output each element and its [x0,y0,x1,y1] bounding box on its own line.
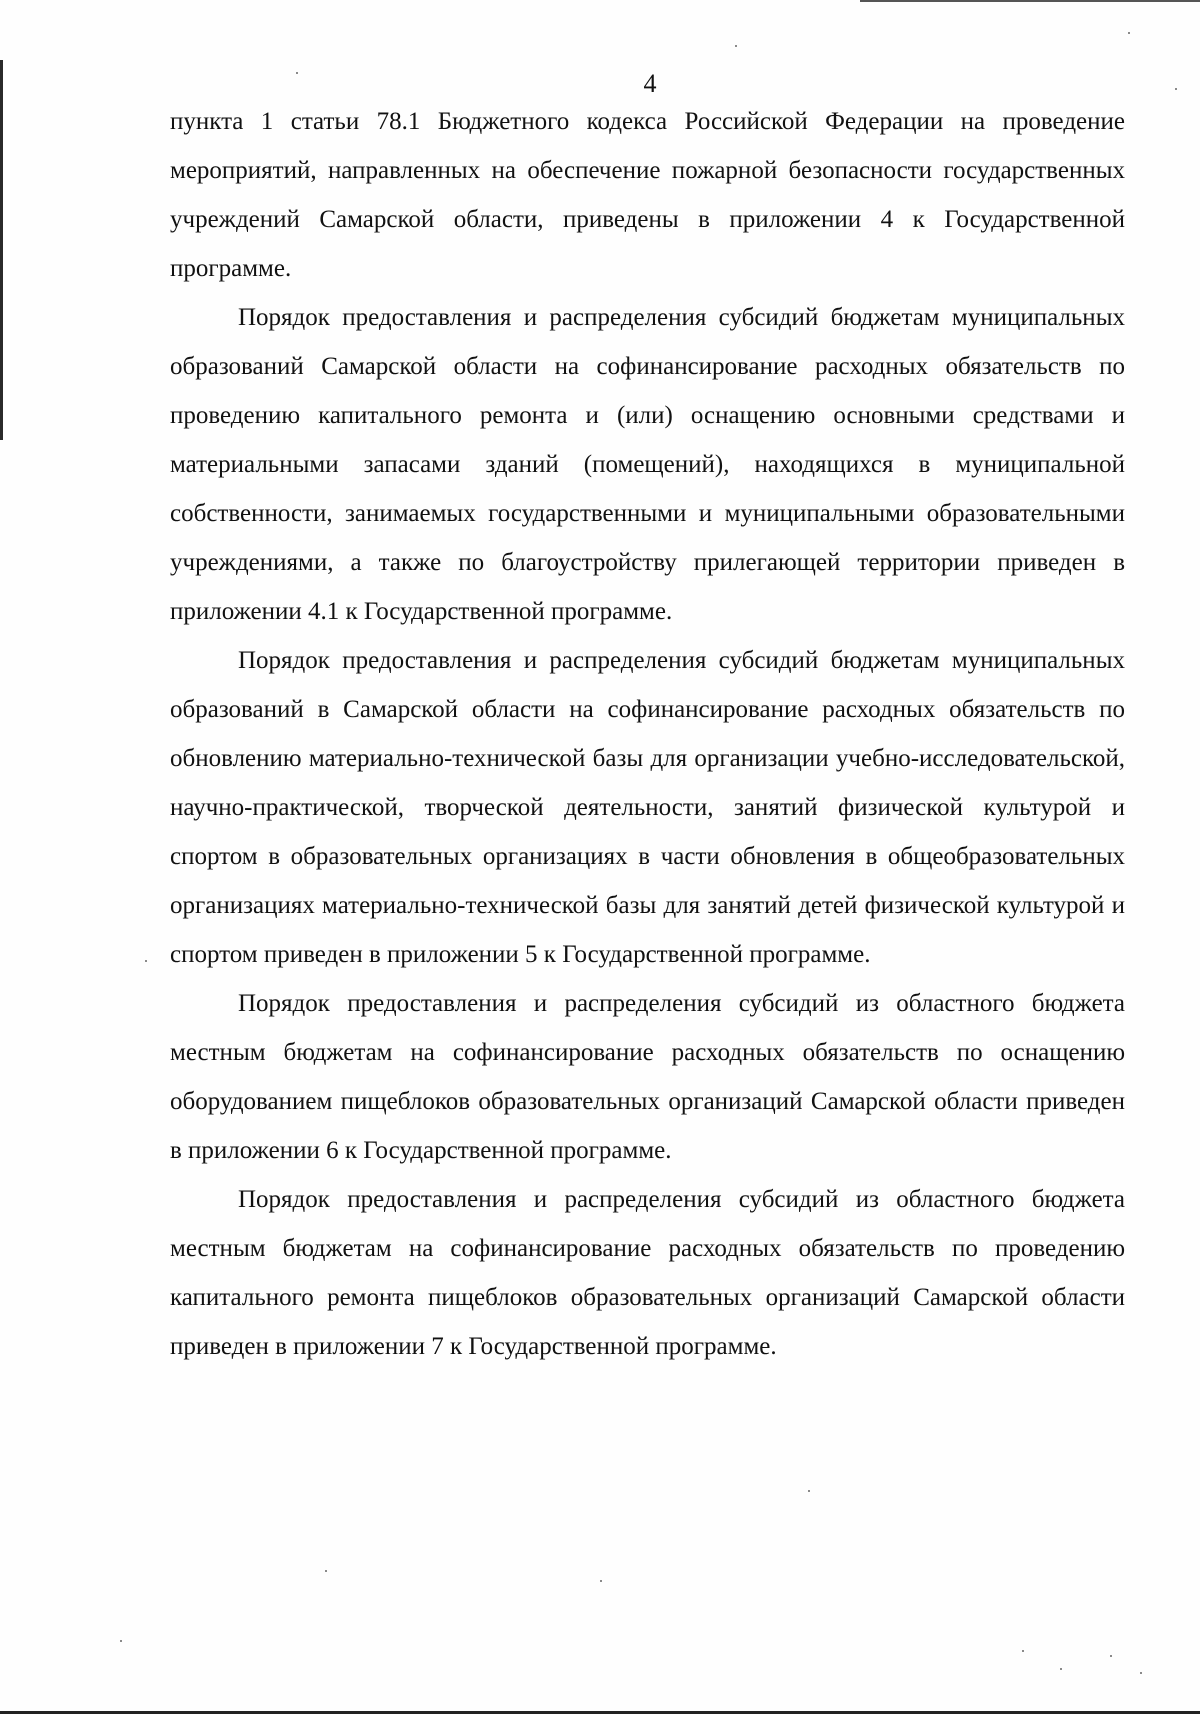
scan-speck [1128,32,1130,34]
paragraph-appendix-4-1: Порядок предоставления и распределения субсидий бюджетам муниципальных образований Самарской области на софинансирование расходных обязательств по проведению капитального ремонта и (или) оснащению основными средствами и материальными запасами зданий (помещений), находящихся в муниципальной собственности, занимаемых государственными и муниципальными образовательными учреждениями, а также по благоустройству прилегающей территории приведен в приложении 4.1 к Государственной программе. [170,304,1125,625]
scan-speck [808,1490,810,1492]
scan-speck [1140,1672,1142,1674]
scan-speck [1022,1650,1024,1652]
paragraph-continuation: пункта 1 статьи 78.1 Бюджетного кодекса Российской Федерации на проведение мероприятий, направленных на обеспечение пожарной безопасности государственных учреждений Самарской области, приведены в приложении 4 к Государственной программе. [170,108,1125,282]
document-body [170,97,1125,1371]
page-number: 4 [643,69,657,98]
scan-edge-left [0,60,3,440]
scan-speck [1110,1655,1112,1657]
scan-speck [600,1580,602,1582]
scan-speck [296,72,298,74]
scan-speck [325,1570,327,1572]
scan-speck [1060,1668,1062,1670]
paragraph-appendix-7: Порядок предоставления и распределения субсидий из областного бюджета местным бюджетам на софинансирование расходных обязательств по проведению капитального ремонта пищеблоков образовательных организаций Самарской области приведен в приложении 7 к Государственной программе. [170,1186,1125,1360]
scan-speck [145,960,147,962]
scan-speck [120,1640,122,1642]
paragraph-appendix-6: Порядок предоставления и распределения субсидий из областного бюджета местным бюджетам на софинансирование расходных обязательств по оснащению оборудованием пищеблоков образовательных организаций Самарской области приведен в приложении 6 к Государственной программе. [170,990,1125,1164]
scan-speck [735,45,737,47]
paragraph-appendix-5: Порядок предоставления и распределения субсидий бюджетам муниципальных образований в Самарской области на софинансирование расходных обязательств по обновлению материально-технической базы для организации учебно-исследовательской, научно-практической, творческой деятельности, занятий физической культурой и спортом в образовательных организациях в части обновления в общеобразовательных организациях материально-технической базы для занятий детей физической культурой и спортом приведен в приложении 5 к Государственной программе. [170,647,1125,968]
scan-speck [1175,88,1177,90]
scan-edge-top [860,0,1200,2]
